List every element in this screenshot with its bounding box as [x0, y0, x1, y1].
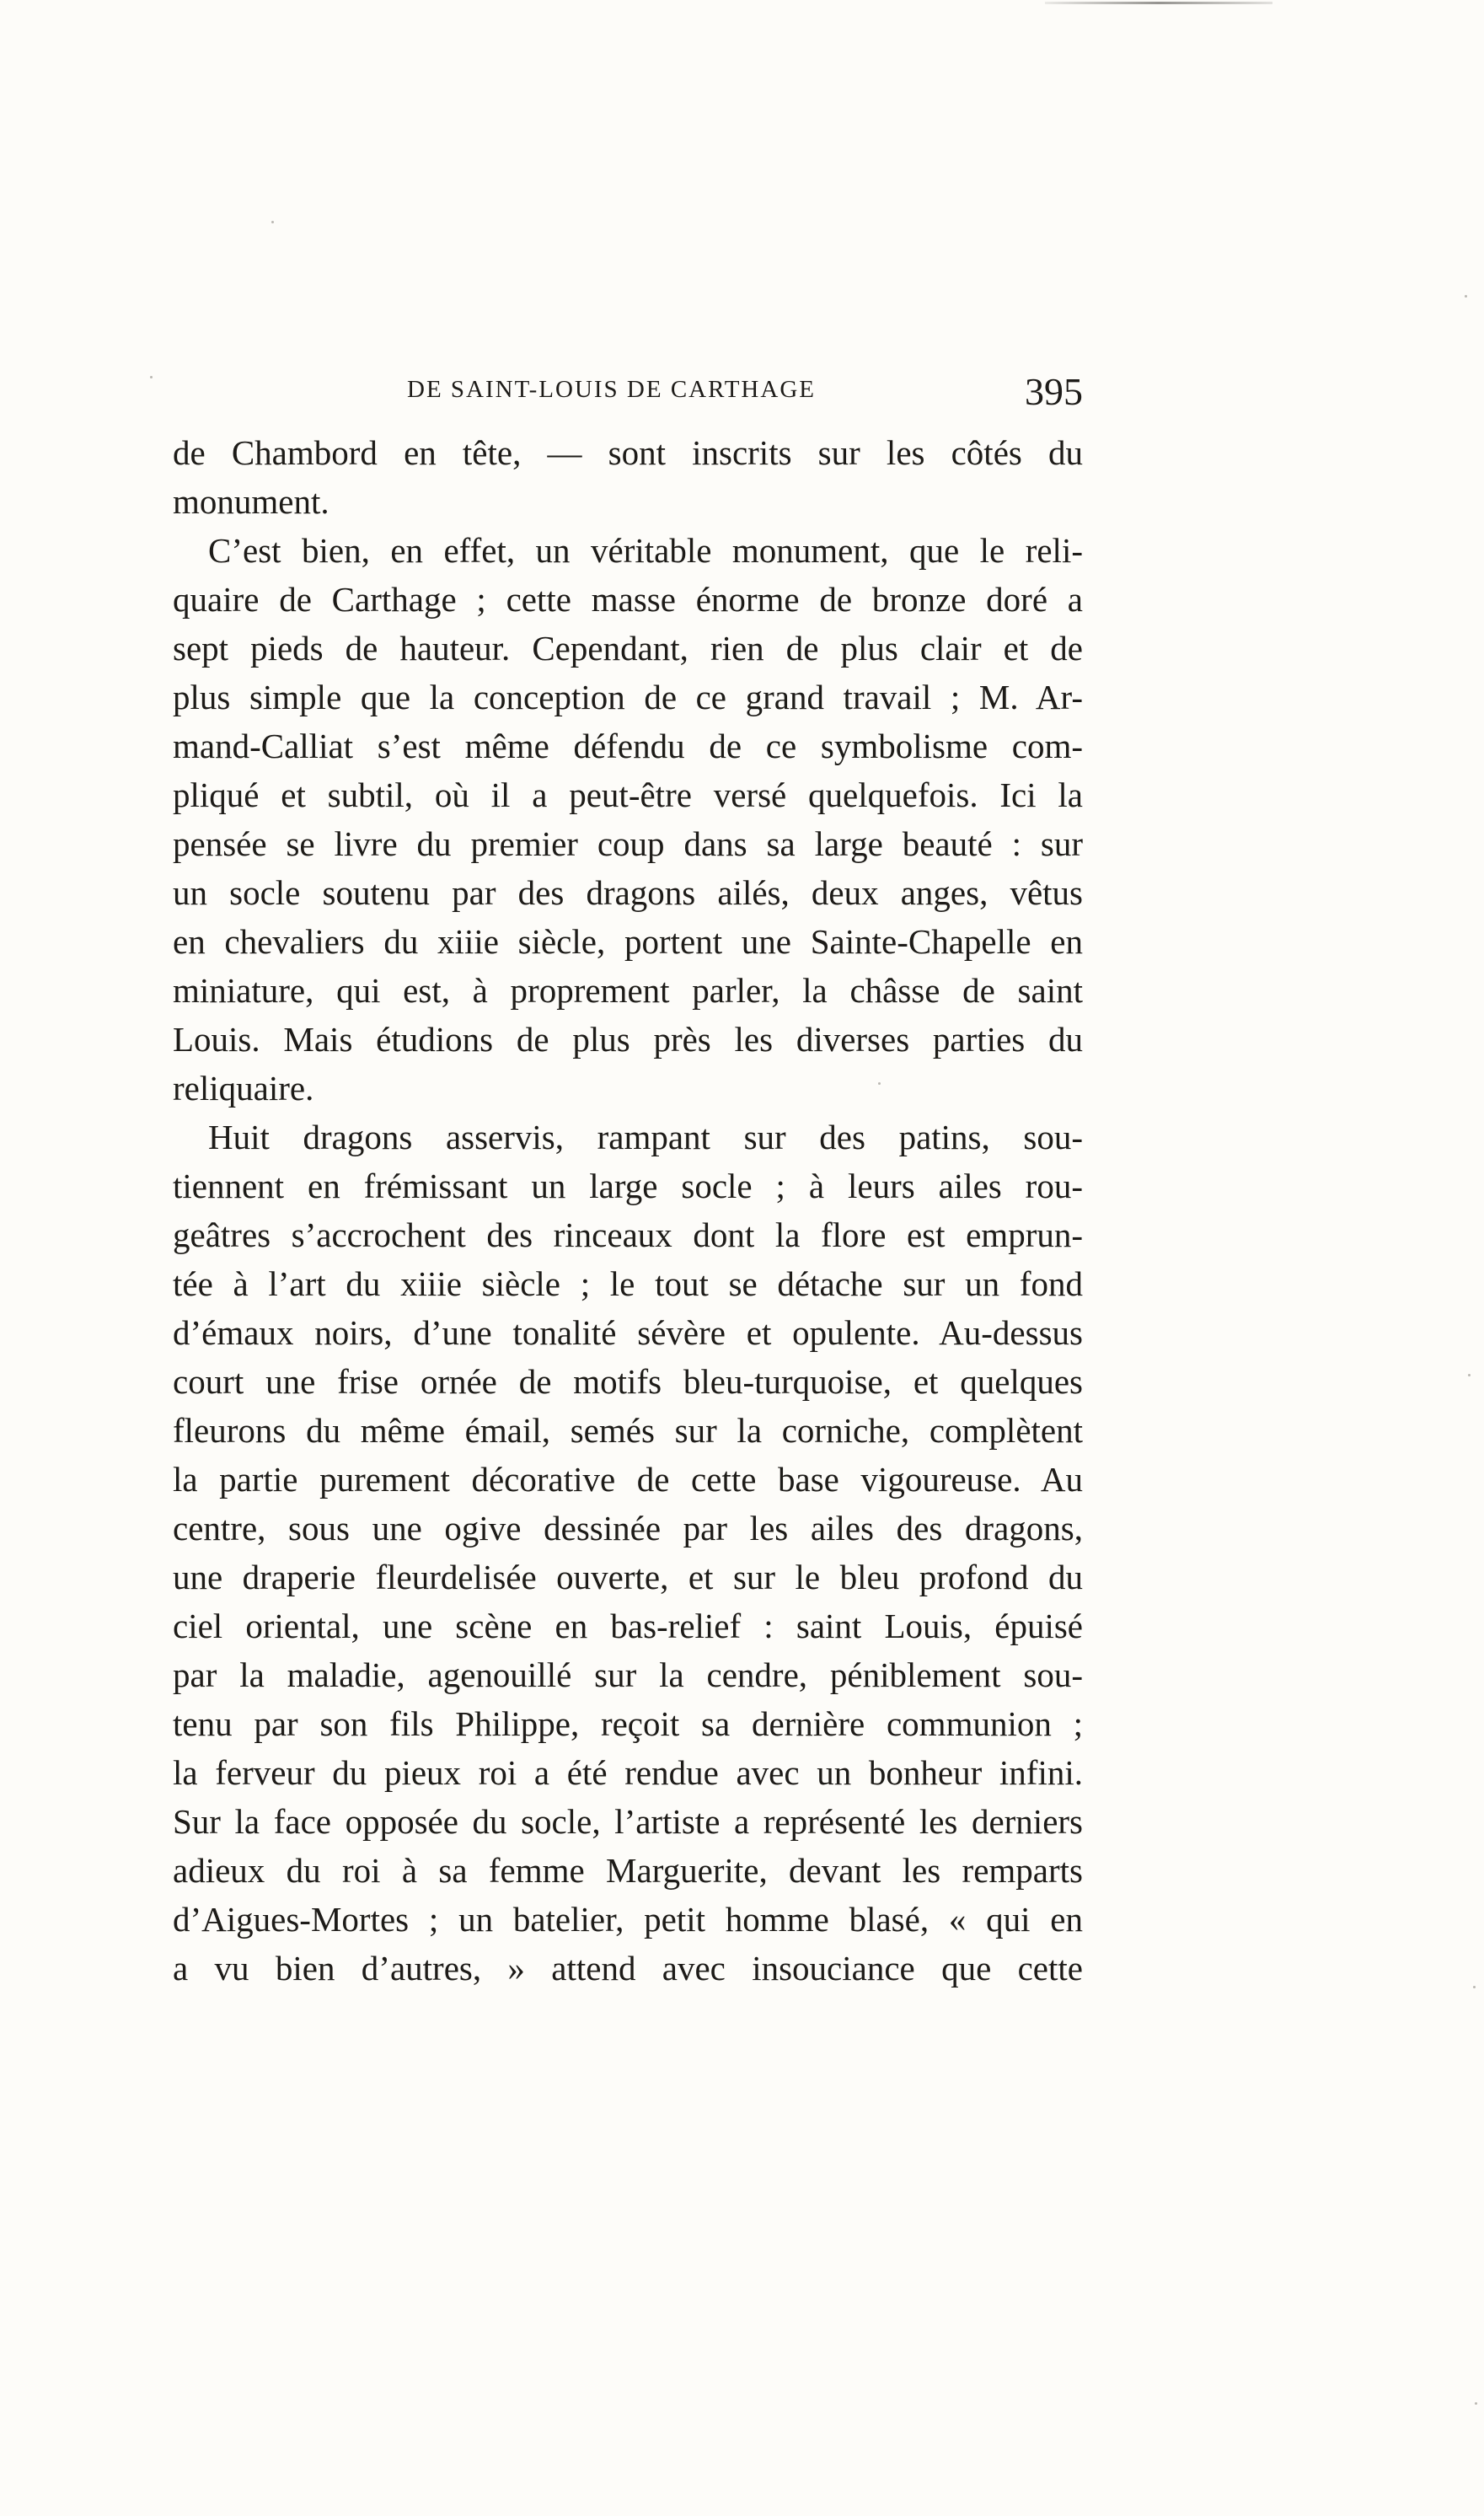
scan-speck — [271, 221, 274, 223]
text-line: pensée se livre du premier coup dans sa large beauté : sur — [173, 824, 1083, 863]
text-line: une draperie fleurdelisée ouverte, et sur le bleu profond du — [173, 1558, 1083, 1596]
scan-speck — [1468, 1374, 1471, 1376]
text-line: reliquaire. — [173, 1069, 314, 1108]
text-line: tée à l’art du xiiie siècle ; le tout se détache sur un fond — [173, 1264, 1083, 1303]
running-head — [173, 369, 1083, 420]
text-line: Sur la face opposée du socle, l’artiste a représenté les derniers — [173, 1802, 1083, 1841]
text-line: la ferveur du pieux roi a été rendue avec un bonheur infini. — [173, 1753, 1083, 1792]
text-line: monument. — [173, 482, 329, 521]
text-line: court une frise ornée de motifs bleu-turquoise, et quelques — [173, 1362, 1083, 1401]
text-line: d’Aigues-Mortes ; un batelier, petit homme blasé, « qui en — [173, 1900, 1083, 1939]
text-line: tiennent en frémissant un large socle ; à leurs ailes rou- — [173, 1167, 1083, 1205]
text-line: sept pieds de hauteur. Cependant, rien de plus clair et de — [173, 629, 1083, 668]
scan-speck — [1465, 295, 1467, 298]
text-line: Huit dragons asservis, rampant sur des patins, sou- — [208, 1118, 1083, 1156]
scan-speck — [1475, 2402, 1477, 2405]
text-line: quaire de Carthage ; cette masse énorme de bronze doré a — [173, 580, 1083, 619]
page-number: 395 — [1025, 370, 1083, 413]
text-line: Louis. Mais étudions de plus près les diverses parties du — [173, 1020, 1083, 1059]
text-line: plus simple que la conception de ce grand travail ; M. Ar- — [173, 678, 1083, 716]
text-line: pliqué et subtil, où il a peut-être versé quelquefois. Ici la — [173, 775, 1083, 814]
text-line: tenu par son fils Philippe, reçoit sa dernière communion ; — [173, 1704, 1083, 1743]
text-line: centre, sous une ogive dessinée par les ailes des dragons, — [173, 1509, 1083, 1548]
text-line: par la maladie, agenouillé sur la cendre, péniblement sou- — [173, 1655, 1083, 1694]
text-line: geâtres s’accrochent des rinceaux dont la flore est emprun- — [173, 1215, 1083, 1254]
text-line: mand-Calliat s’est même défendu de ce symbolisme com- — [173, 727, 1083, 765]
text-line: en chevaliers du xiiie siècle, portent une Sainte-Chapelle en — [173, 922, 1083, 961]
scan-edge-mark — [1045, 2, 1272, 4]
text-line: de Chambord en tête, — sont inscrits sur les côtés du — [173, 433, 1083, 472]
running-title: DE SAINT-LOUIS DE CARTHAGE — [407, 376, 816, 403]
body-text — [173, 428, 1083, 1993]
scan-speck — [150, 376, 153, 378]
text-line: un socle soutenu par des dragons ailés, deux anges, vêtus — [173, 873, 1083, 912]
text-line: miniature, qui est, à proprement parler, la châsse de saint — [173, 971, 1083, 1010]
text-line: fleurons du même émail, semés sur la corniche, complètent — [173, 1411, 1083, 1450]
text-line: adieux du roi à sa femme Marguerite, devant les remparts — [173, 1851, 1083, 1890]
scan-speck — [1473, 1986, 1476, 1988]
text-line: la partie purement décorative de cette base vigoureuse. Au — [173, 1460, 1083, 1499]
text-line: ciel oriental, une scène en bas-relief : saint Louis, épuisé — [173, 1607, 1083, 1645]
text-line: C’est bien, en effet, un véritable monument, que le reli- — [208, 531, 1083, 570]
text-line: a vu bien d’autres, » attend avec insouciance que cette — [173, 1949, 1083, 1988]
text-line: d’émaux noirs, d’une tonalité sévère et opulente. Au-dessus — [173, 1313, 1083, 1352]
